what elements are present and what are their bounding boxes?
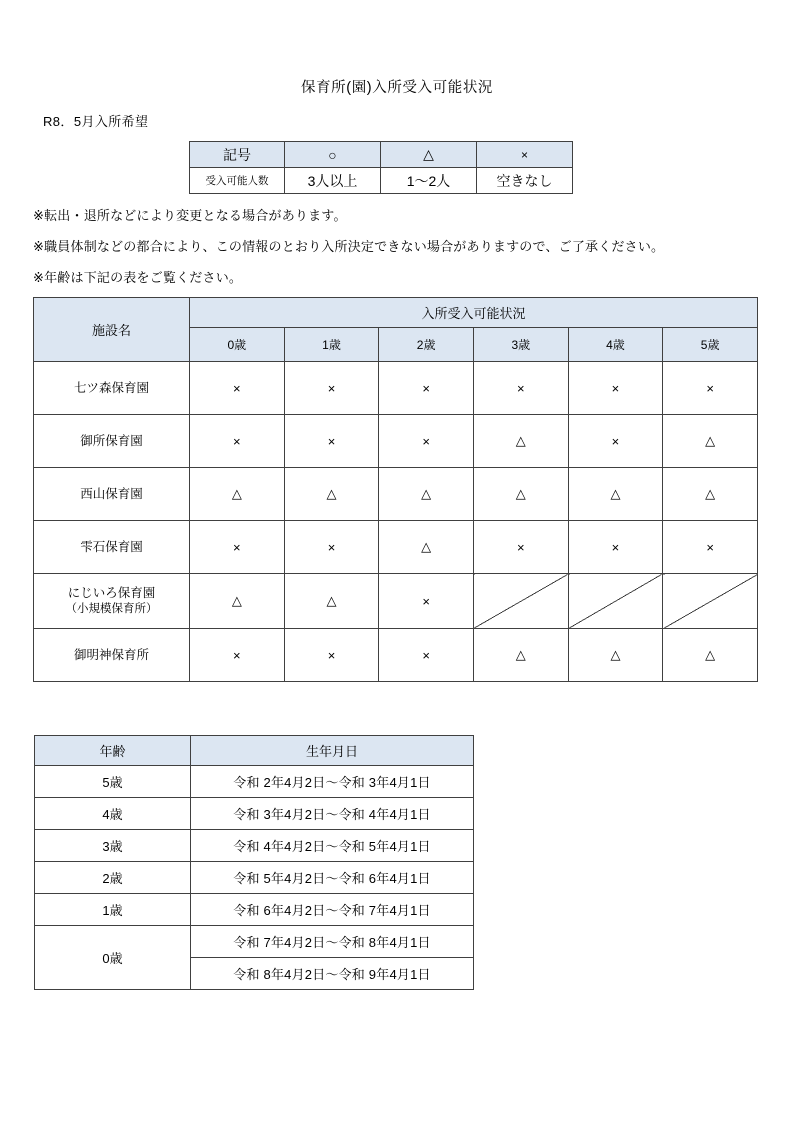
table-row: [34, 415, 758, 468]
facility-name: 御所保育園: [34, 415, 190, 468]
age-label: 5歳: [35, 766, 191, 798]
availability-header-row-1: [34, 298, 758, 328]
availability-mark: ×: [284, 362, 379, 415]
birthdate-range: 令和 7年4月2日～令和 8年4月1日: [191, 926, 474, 958]
availability-mark: △: [663, 415, 758, 468]
availability-not-applicable: [473, 574, 568, 629]
age-birthdate-header-row: [35, 736, 474, 766]
legend-symbol-cross: ×: [477, 142, 573, 168]
facility-name-line1: にじいろ保育園: [67, 585, 156, 600]
column-header-age-4: 4歳: [568, 328, 663, 362]
availability-mark: ×: [568, 362, 663, 415]
availability-mark: ×: [473, 362, 568, 415]
availability-mark: ×: [190, 362, 285, 415]
availability-table-wrapper: [33, 297, 758, 682]
column-header-birthdate: 生年月日: [191, 736, 474, 766]
table-row: [35, 798, 474, 830]
legend-symbol-row: [190, 142, 573, 168]
column-header-age-2: 2歳: [379, 328, 474, 362]
availability-mark: ×: [473, 521, 568, 574]
facility-name: 御明神保育所: [34, 629, 190, 682]
birthdate-range: 令和 8年4月2日～令和 9年4月1日: [191, 958, 474, 990]
birthdate-range: 令和 6年4月2日～令和 7年4月1日: [191, 894, 474, 926]
column-header-facility: 施設名: [34, 298, 190, 362]
column-header-age-1: 1歳: [284, 328, 379, 362]
availability-mark: △: [190, 468, 285, 521]
availability-mark: △: [663, 468, 758, 521]
availability-mark: ×: [284, 415, 379, 468]
availability-mark: ×: [284, 629, 379, 682]
availability-mark: △: [568, 468, 663, 521]
availability-mark: ×: [379, 629, 474, 682]
birthdate-range: 令和 4年4月2日～令和 5年4月1日: [191, 830, 474, 862]
table-row: [34, 574, 758, 629]
legend-table-wrapper: [189, 141, 573, 194]
availability-mark: ×: [379, 574, 474, 629]
legend-symbol-triangle: △: [381, 142, 477, 168]
column-header-age-3: 3歳: [473, 328, 568, 362]
availability-mark: ×: [190, 629, 285, 682]
facility-name: [34, 574, 190, 629]
entry-month-subtitle: R8．5月入所希望: [43, 114, 149, 129]
table-row: [35, 766, 474, 798]
availability-mark: △: [284, 574, 379, 629]
availability-mark: ×: [663, 521, 758, 574]
age-label: 4歳: [35, 798, 191, 830]
availability-mark: ×: [379, 415, 474, 468]
note-line-3: ※年齢は下記の表をご覧ください。: [33, 270, 243, 285]
note-line-1: ※転出・退所などにより変更となる場合があります。: [33, 208, 347, 223]
column-header-group: 入所受入可能状況: [190, 298, 758, 328]
birthdate-range: 令和 2年4月2日～令和 3年4月1日: [191, 766, 474, 798]
legend-capacity-cross: 空きなし: [477, 168, 573, 194]
facility-name: 七ツ森保育園: [34, 362, 190, 415]
age-label: 3歳: [35, 830, 191, 862]
availability-table: [33, 297, 758, 682]
age-label: 1歳: [35, 894, 191, 926]
age-birthdate-table-wrapper: [34, 735, 474, 990]
facility-name-line2: （小規模保育所）: [65, 602, 158, 615]
availability-mark: ×: [663, 362, 758, 415]
birthdate-range: 令和 5年4月2日～令和 6年4月1日: [191, 862, 474, 894]
availability-mark: △: [568, 629, 663, 682]
table-row: [35, 862, 474, 894]
table-row: [34, 629, 758, 682]
note-line-2: ※職員体制などの都合により、この情報のとおり入所決定できない場合がありますので、ご了承ください。: [33, 239, 665, 254]
legend-capacity-triangle: 1～2人: [381, 168, 477, 194]
page-title: 保育所(園)入所受入可能状況: [300, 80, 494, 96]
legend-capacity-label: 受入可能人数: [190, 168, 285, 194]
birthdate-range: 令和 3年4月2日～令和 4年4月1日: [191, 798, 474, 830]
legend-symbol-label: 記号: [190, 142, 285, 168]
availability-not-applicable: [663, 574, 758, 629]
table-row: [34, 468, 758, 521]
column-header-age-5: 5歳: [663, 328, 758, 362]
availability-mark: △: [284, 468, 379, 521]
legend-capacity-circle: 3人以上: [285, 168, 381, 194]
table-row: [35, 894, 474, 926]
facility-name: 西山保育園: [34, 468, 190, 521]
availability-mark: △: [379, 468, 474, 521]
availability-mark: ×: [379, 362, 474, 415]
availability-mark: △: [473, 629, 568, 682]
column-header-age-0: 0歳: [190, 328, 285, 362]
availability-not-applicable: [568, 574, 663, 629]
table-row: [34, 362, 758, 415]
facility-name: 雫石保育園: [34, 521, 190, 574]
legend-symbol-circle: ○: [285, 142, 381, 168]
availability-mark: ×: [190, 521, 285, 574]
age-label: 0歳: [35, 926, 191, 990]
legend-capacity-row: [190, 168, 573, 194]
availability-mark: △: [379, 521, 474, 574]
age-label: 2歳: [35, 862, 191, 894]
availability-mark: ×: [190, 415, 285, 468]
availability-mark: ×: [568, 521, 663, 574]
table-row: [35, 830, 474, 862]
column-header-age: 年齢: [35, 736, 191, 766]
table-row: [35, 926, 474, 958]
availability-mark: ×: [284, 521, 379, 574]
age-birthdate-table: [34, 735, 474, 990]
table-row: [34, 521, 758, 574]
availability-mark: △: [190, 574, 285, 629]
legend-table: [189, 141, 573, 194]
availability-mark: △: [473, 415, 568, 468]
availability-mark: △: [663, 629, 758, 682]
availability-mark: ×: [568, 415, 663, 468]
availability-mark: △: [473, 468, 568, 521]
